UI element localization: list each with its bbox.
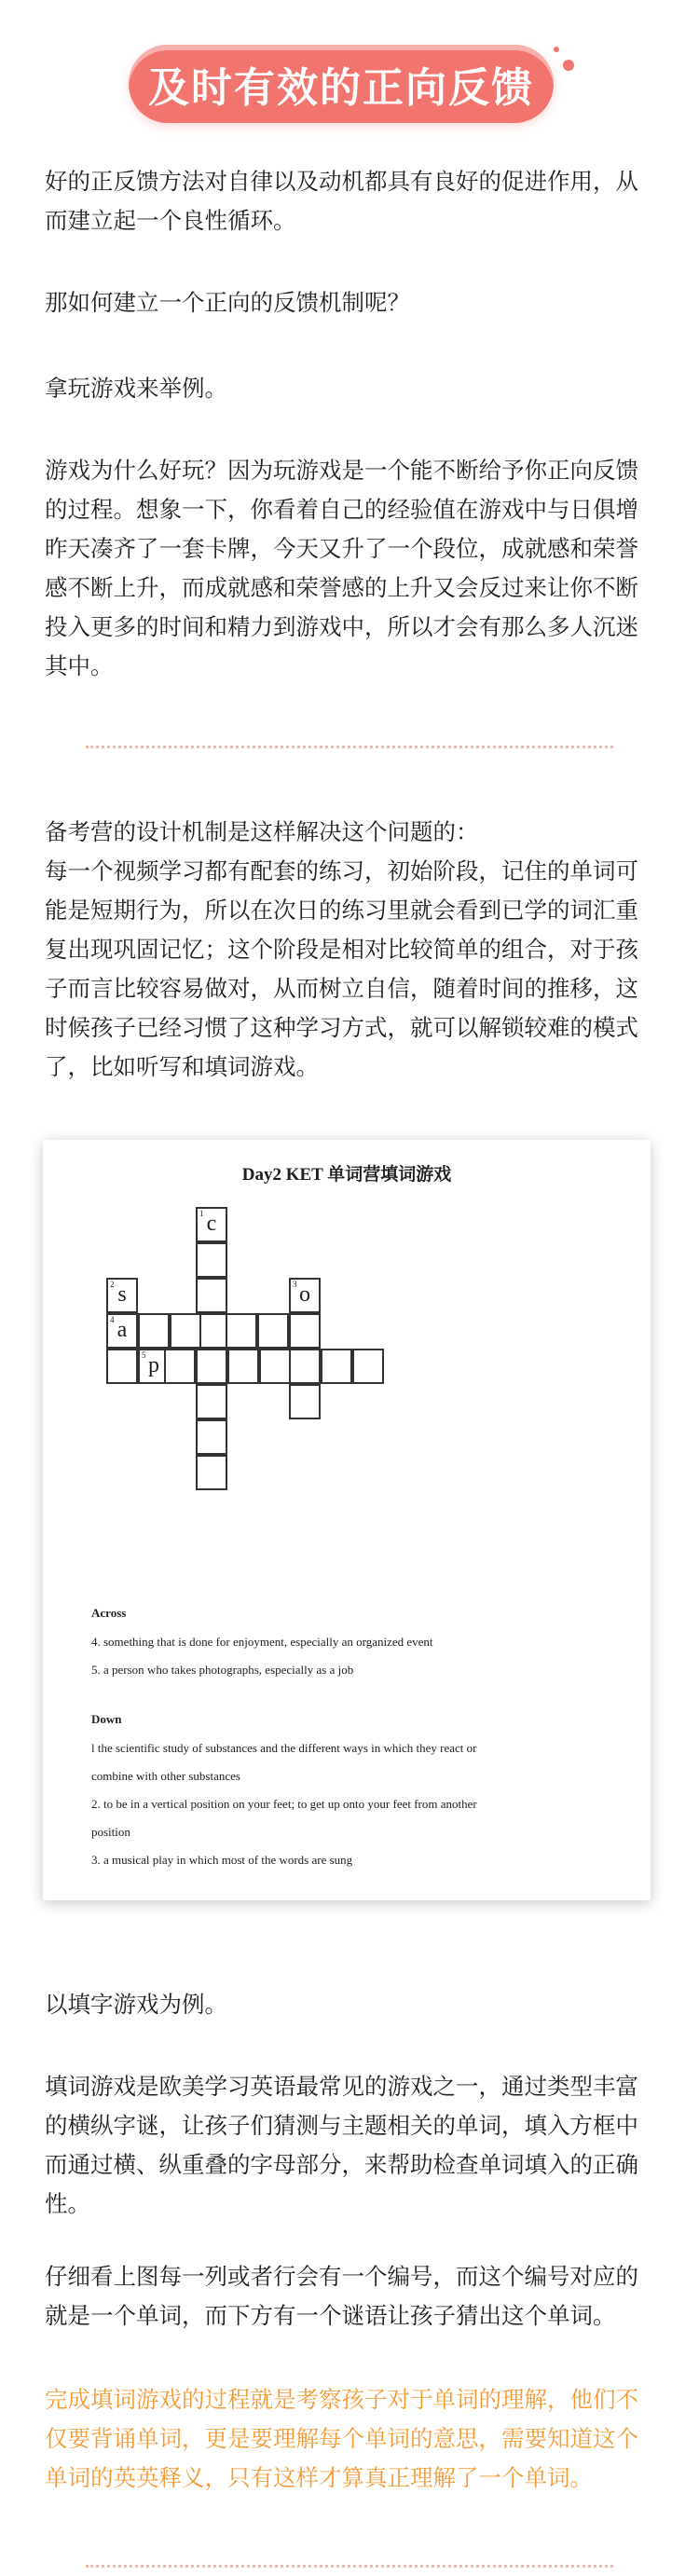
crossword-cell bbox=[106, 1278, 138, 1313]
cell-number: 1 bbox=[199, 1209, 204, 1218]
cell-number: 2 bbox=[110, 1280, 115, 1289]
crossword-cell bbox=[259, 1349, 291, 1384]
cell-number: 5 bbox=[142, 1350, 146, 1360]
paragraph-game: 游戏为什么好玩？因为玩游戏是一个能不断给予你正向反馈的过程。想象一下，你看着自己的经验值在游戏中与日俱增昨天凑齐了一套卡牌，今天又升了一个段位，成就感和荣誉感不断上升，而成就感和荣誉感的上升又会反过来让你不断投入更多的时间和精力到游戏中，所以才会有那么多人沉迷其中。 bbox=[45, 457, 638, 679]
down-clue: combine with other substances bbox=[91, 1769, 240, 1783]
crossword-cell bbox=[289, 1349, 321, 1384]
crossword-clues bbox=[91, 1606, 632, 1874]
crossword-cell bbox=[196, 1207, 227, 1242]
down-clue: 2. to be in a vertical position on your feet; to get up onto your feet from another bbox=[91, 1797, 477, 1811]
crossword-cell bbox=[352, 1349, 384, 1384]
dotted-divider bbox=[86, 2565, 613, 2568]
paragraph-practice: 每一个视频学习都有配套的练习，初始阶段，记住的单词可能是短期行为，所以在次日的练习里就会看到已学的词汇重复出现巩固记忆；这个阶段是相对比较简单的组合，对于孩子而言比较容易做对，从而树立自信，随着时间的推移，这时候孩子已经习惯了这种学习方式，就可以解锁较难的模式了，比如听写和填词游戏。 bbox=[45, 857, 638, 1080]
down-heading: Down bbox=[91, 1712, 122, 1726]
page-title: 及时有效的正向反馈 bbox=[148, 64, 534, 112]
down-clue: 3. a musical play in which most of the words are sung bbox=[91, 1853, 353, 1867]
paragraph-crossword-intro: 填词游戏是欧美学习英语最常见的游戏之一，通过类型丰富的横纵字谜，让孩子们猜测与主题相关的单词，填入方框中而通过横、纵重叠的字母部分，来帮助检查单词填入的正确性。 bbox=[45, 2073, 638, 2217]
paragraph-question: 那如何建立一个正向的反馈机制呢？ bbox=[45, 289, 410, 316]
cell-number: 4 bbox=[110, 1315, 115, 1324]
crossword-cell bbox=[196, 1455, 227, 1490]
crossword-cell bbox=[289, 1384, 321, 1419]
paragraph-crossword-example: 以填字游戏为例。 bbox=[45, 1991, 227, 2018]
crossword-cell bbox=[289, 1313, 321, 1349]
crossword-cell bbox=[196, 1242, 227, 1278]
crossword-cell bbox=[106, 1349, 138, 1384]
crossword-cell bbox=[196, 1384, 227, 1419]
paragraph-intro: 好的正反馈方法对自律以及动机都具有良好的促进作用，从而建立起一个良性循环。 bbox=[45, 168, 638, 234]
cell-letter: o bbox=[299, 1282, 310, 1307]
crossword-cell bbox=[226, 1313, 257, 1349]
crossword-image bbox=[43, 1140, 651, 1900]
dotted-divider bbox=[86, 746, 613, 748]
cell-letter: p bbox=[148, 1353, 159, 1377]
crossword-title: Day2 KET 单词营填词游戏 bbox=[241, 1165, 452, 1185]
paragraph-camp-design: 备考营的设计机制是这样解决这个问题的： bbox=[45, 818, 479, 845]
crossword-cell bbox=[227, 1349, 259, 1384]
decor-dot-icon bbox=[554, 47, 559, 52]
crossword-cell bbox=[164, 1349, 196, 1384]
crossword-cell bbox=[138, 1313, 170, 1349]
decor-dot-icon bbox=[563, 60, 574, 71]
crossword-cell bbox=[196, 1419, 227, 1455]
crossword-cell bbox=[106, 1313, 138, 1349]
title-banner bbox=[129, 45, 554, 123]
paragraph-example: 拿玩游戏来举例。 bbox=[45, 375, 227, 402]
cell-number: 3 bbox=[293, 1280, 297, 1289]
across-heading: Across bbox=[91, 1606, 127, 1620]
crossword-cell bbox=[321, 1349, 352, 1384]
cell-letter: s bbox=[117, 1282, 127, 1307]
cell-letter: c bbox=[206, 1212, 217, 1236]
cell-letter: a bbox=[116, 1318, 128, 1342]
across-clue: 4. something that is done for enjoyment, especially an organized event bbox=[91, 1635, 433, 1649]
paragraph-numbering: 仔细看上图每一列或者行会有一个编号，而这个编号对应的就是一个单词，而下方有一个谜语让孩子猜出这个单词。 bbox=[45, 2263, 638, 2329]
down-clue: l the scientific study of substances and the different ways in which they react or bbox=[91, 1741, 477, 1755]
crossword-cell bbox=[170, 1313, 201, 1349]
crossword-cell bbox=[196, 1349, 227, 1384]
down-clue: position bbox=[91, 1825, 130, 1839]
crossword-cell bbox=[257, 1313, 289, 1349]
across-clue: 5. a person who takes photographs, especially as a job bbox=[91, 1663, 354, 1677]
crossword-cell bbox=[196, 1278, 227, 1313]
paragraph-highlight: 完成填词游戏的过程就是考察孩子对于单词的理解，他们不仅要背诵单词，更是要理解每个单词的意思，需要知道这个单词的英英释义，只有这样才算真正理解了一个单词。 bbox=[45, 2386, 638, 2491]
crossword-cell bbox=[289, 1278, 321, 1313]
